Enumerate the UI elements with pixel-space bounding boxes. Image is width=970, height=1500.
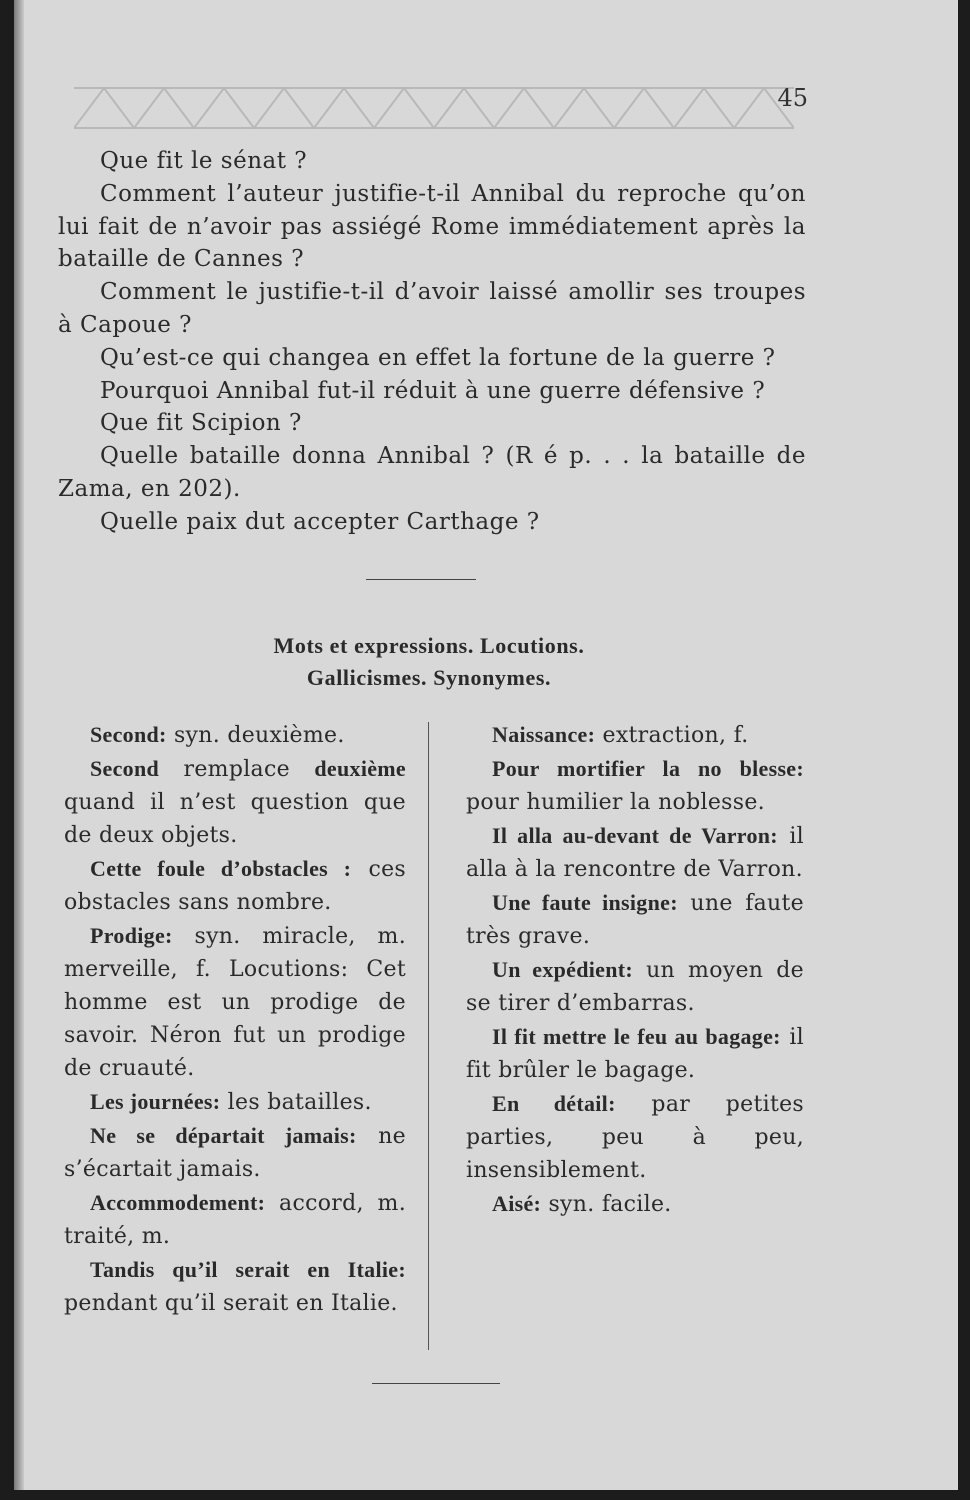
vocab-entry [64,1119,406,1186]
question: Comment l’auteur justifie-t-il Annibal du reproche qu’on lui fait de n’avoir pas assiégé Rome immédiatement après la bataille de Cannes ? [58,180,806,273]
vocab-term: Naissance: [492,722,596,747]
vocab-entry [466,819,804,886]
vocab-term: En détail: [492,1091,616,1116]
vocab-entry [466,1020,804,1087]
vocab-definition: il alla à la rencontre de Varron. [466,824,804,882]
vocab-definition: une faute très grave. [466,891,804,949]
question: Que fit Scipion ? [100,410,302,437]
vocab-term: Second [90,756,160,781]
vocab-term: Cette foule d’obstacles : [90,856,352,881]
vocab-definition: syn. deuxième. [166,723,345,748]
vocab-definition: ces obstacles sans nombre. [64,857,406,915]
vocab-definition: extraction, f. [595,723,749,748]
vocab-entry [466,752,804,819]
section-rule [366,579,476,580]
vocab-entry [466,953,804,1020]
vocab-entry [466,1187,804,1221]
vocab-term: deuxième [314,756,406,781]
vocabulary-column-right [466,718,804,1221]
vocab-entry [64,1253,406,1320]
question: Que fit le sénat ? [100,148,308,174]
vocab-entry [466,886,804,953]
book-page [14,0,958,1490]
vocab-term: Une faute insigne: [492,890,678,915]
question: Qu’est-ce qui changea en effet la fortune de la guerre ? [100,344,776,371]
vocab-entry [64,852,406,919]
page-edge-shadow [14,0,24,1490]
page-number: 45 [777,84,808,112]
vocab-definition: pendant qu’il serait en Italie. [64,1291,398,1316]
vocab-definition: quand il n’est question que de deux objets. [64,790,406,848]
vocab-entry [64,919,406,1085]
vocab-definition: syn. facile. [541,1192,672,1217]
vocab-definition: remplace [159,757,315,782]
vocab-entry [64,752,406,852]
vocab-term: Pour mortifier la no blesse: [492,756,804,781]
heading-line-2: Gallicismes. Synonymes. [306,665,552,690]
vocab-definition: il fit brûler le bagage. [466,1025,804,1083]
vocab-term: Ne se départait jamais: [90,1123,357,1148]
vocab-term: Aisé: [492,1191,542,1216]
vocab-entry [466,718,804,752]
vocabulary-column-left [64,718,406,1320]
vocab-term: Un expédient: [492,957,634,982]
section-heading [164,630,694,694]
vocab-entry [64,1186,406,1253]
bottom-rule [372,1383,500,1384]
column-divider [428,722,429,1350]
vocab-definition: par petites parties, peu à peu, insensiblement. [466,1092,804,1183]
review-questions [58,145,806,539]
vocab-term: Tandis qu’il serait en Italie: [90,1257,406,1282]
question: Pourquoi Annibal fut-il réduit à une guerre défensive ? [100,377,766,404]
vocab-entry [466,1087,804,1187]
heading-line-1: Mots et expressions. Locutions. [273,633,585,658]
vocab-definition: les batailles. [220,1090,372,1115]
vocab-term: Il alla au-devant de Varron: [492,823,778,848]
question: Quelle paix dut accepter Carthage ? [100,508,540,535]
question: Comment le justifie-t-il d’avoir laissé amollir ses troupes à Capoue ? [58,279,806,338]
vocab-term: Second: [90,722,167,747]
vocab-entry [64,718,406,752]
vocab-term: Les journées: [90,1089,221,1114]
vocab-entry [64,1085,406,1119]
vocab-definition: ne s’écartait jamais. [64,1124,406,1182]
header-ornament [74,78,794,136]
vocab-definition: accord, m. traité, m. [64,1191,406,1249]
vocab-term: Il fit mettre le feu au bagage: [492,1024,781,1049]
vocab-definition: un moyen de se tirer d’embarras. [466,958,804,1016]
vocab-term: Accommodement: [90,1190,266,1215]
vocab-definition: syn. miracle, m. merveille, f. Locutions: Cet homme est un prodige de savoir. Néron fut un prodige de cruauté. [64,924,406,1081]
vocab-term: Prodige: [90,923,173,948]
vocab-definition: pour humilier la noblesse. [466,790,765,815]
question: Quelle bataille donna Annibal ? (R é p. . . la bataille de Zama, en 202). [58,443,806,502]
